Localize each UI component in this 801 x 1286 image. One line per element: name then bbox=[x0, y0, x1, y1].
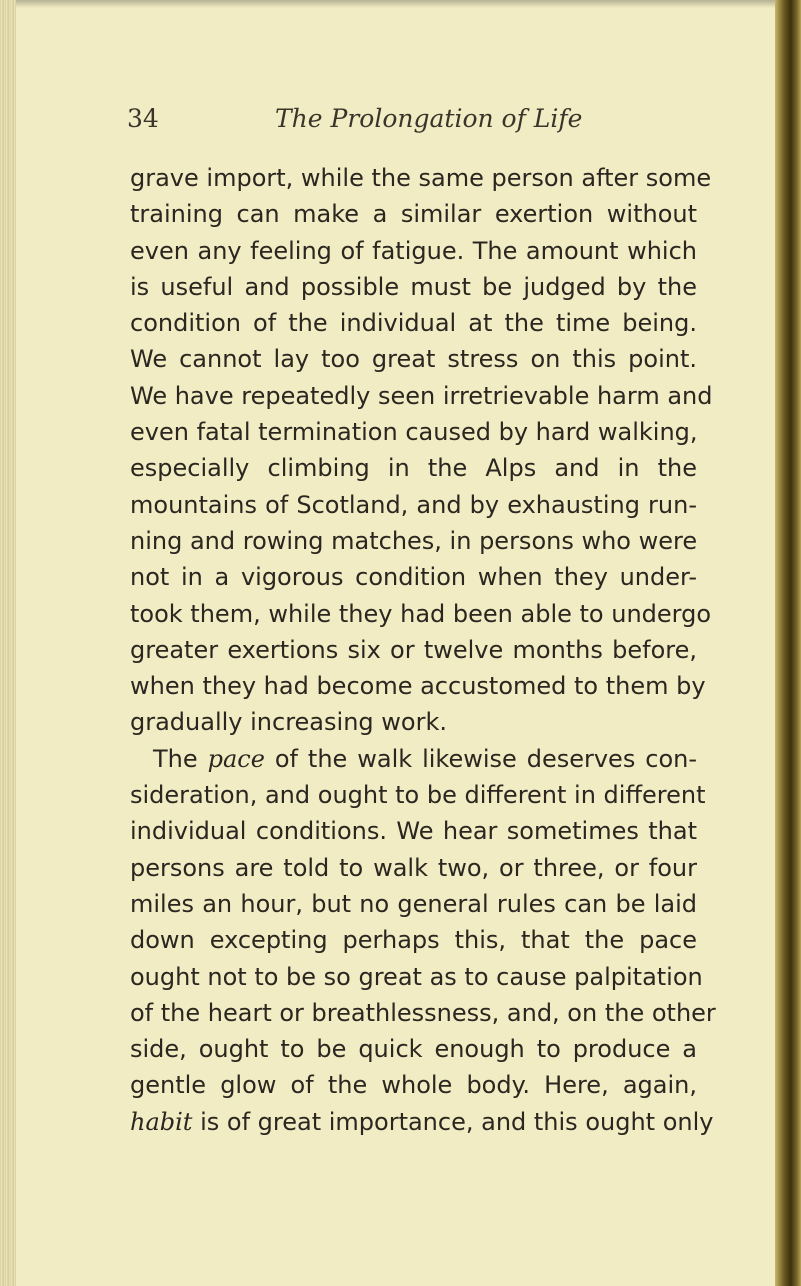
body-text bbox=[130, 160, 716, 1140]
text-line: persons are told to walk two, or three, or four bbox=[130, 853, 697, 882]
text-line: took them, while they had been able to undergo bbox=[130, 599, 712, 628]
text-line: is useful and possible must be judged by the bbox=[130, 272, 697, 301]
text-line: when they had become accustomed to them by bbox=[130, 672, 706, 701]
text-line: gentle glow of the whole body. Here, again, bbox=[130, 1071, 697, 1100]
text-line: condition of the individual at the time being. bbox=[130, 309, 697, 338]
text-line: individual conditions. We hear sometimes that bbox=[130, 817, 697, 846]
running-title: The Prolongation of Life bbox=[275, 104, 583, 133]
text-span: of the walk likewise deserves con- bbox=[264, 744, 698, 773]
text-span: The bbox=[153, 744, 208, 773]
text-line: of the heart or breathlessness, and, on the other bbox=[130, 998, 716, 1027]
text-line: side, ought to be quick enough to produce a bbox=[130, 1035, 697, 1064]
page-top-shadow bbox=[16, 0, 775, 8]
text-line: gradually increasing work. bbox=[130, 708, 447, 737]
text-line: down excepting perhaps this, that the pace bbox=[130, 926, 697, 955]
text-line: We cannot lay too great stress on this point. bbox=[130, 345, 697, 374]
text-line: sideration, and ought to be different in different bbox=[130, 781, 706, 810]
text-line: even any feeling of fatigue. The amount which bbox=[130, 236, 697, 265]
text-line: We have repeatedly seen irretrievable harm and bbox=[130, 381, 713, 410]
text-line: training can make a similar exertion without bbox=[130, 200, 697, 229]
text-line: greater exertions six or twelve months before, bbox=[130, 635, 697, 664]
paragraph-start-line bbox=[130, 741, 697, 777]
text-span: is of great importance, and this ought only bbox=[192, 1107, 714, 1136]
italic-emphasis: habit bbox=[130, 1107, 193, 1136]
text-line: ning and rowing matches, in persons who were bbox=[130, 526, 698, 555]
italic-emphasis: pace bbox=[207, 744, 265, 773]
page-number: 34 bbox=[127, 104, 159, 133]
page-right-edge bbox=[775, 0, 801, 1286]
text-line: ought not to be so great as to cause palpitation bbox=[130, 962, 703, 991]
text-line: not in a vigorous condition when they under- bbox=[130, 563, 697, 592]
page-left-edge bbox=[0, 0, 16, 1286]
text-line: especially climbing in the Alps and in the bbox=[130, 454, 697, 483]
text-line: even fatal termination caused by hard walking, bbox=[130, 418, 698, 447]
text-line: mountains of Scotland, and by exhausting run- bbox=[130, 490, 697, 519]
text-line bbox=[130, 1104, 714, 1140]
text-line: miles an hour, but no general rules can be laid bbox=[130, 889, 697, 918]
page-header bbox=[127, 104, 697, 144]
text-line: grave import, while the same person after some bbox=[130, 164, 712, 192]
